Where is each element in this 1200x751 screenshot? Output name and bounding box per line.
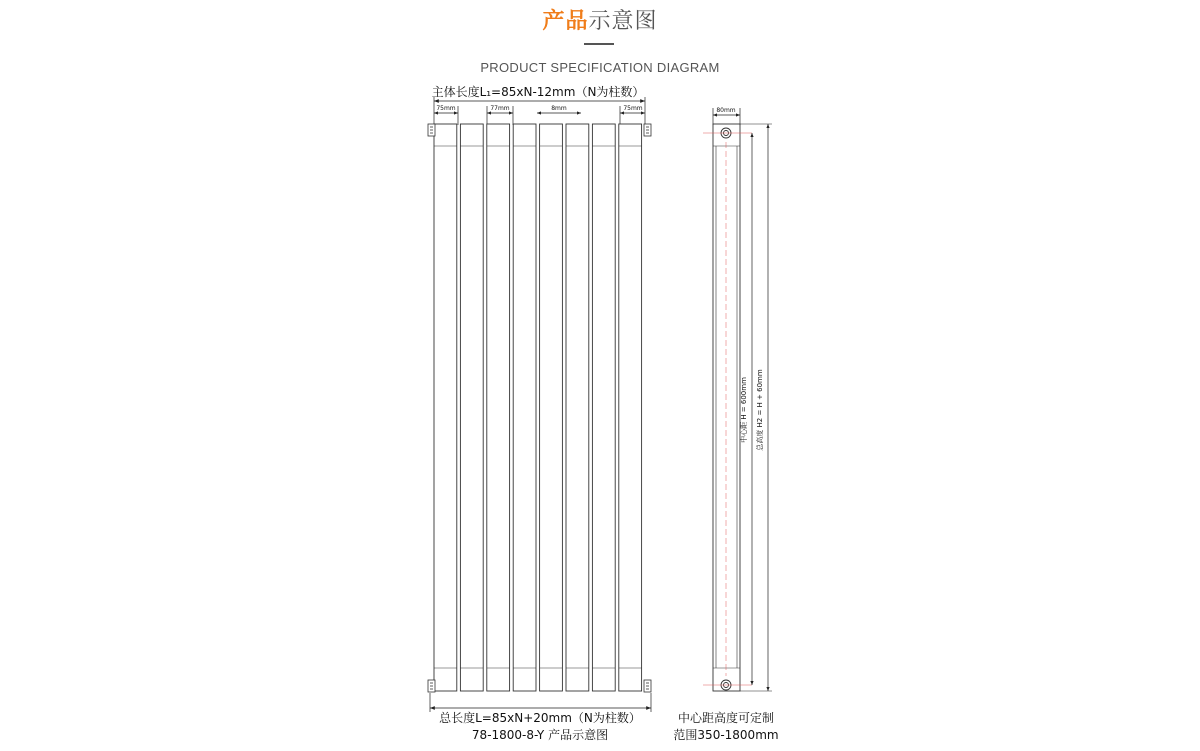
pipe-connector-bottom-right <box>644 680 651 692</box>
radiator-column <box>619 124 642 691</box>
height-range-label: 范围350-1800mm <box>673 728 779 742</box>
center-distance-label: 中心距 H = 600mm <box>740 377 748 443</box>
radiator-column <box>487 124 510 691</box>
title-rest: 示意图 <box>588 9 658 34</box>
side-profile <box>713 124 740 691</box>
pipe-connector-top-left <box>428 124 435 136</box>
radiator-column <box>434 124 457 691</box>
front-view <box>428 84 651 742</box>
radiator-column <box>540 124 563 691</box>
dim-gap-label: 8mm <box>551 105 567 112</box>
pipe-connector-top-right <box>644 124 651 136</box>
total-length-label: 总长度L=85xN+20mm（N为柱数） <box>439 711 641 725</box>
radiator-column <box>513 124 536 691</box>
total-height-label: 总高度 H2 = H + 60mm <box>756 369 764 451</box>
radiator-column <box>592 124 615 691</box>
body-length-label: 主体长度L₁=85xN-12mm（N为柱数） <box>431 85 645 99</box>
dim-column-pitch-label: 77mm <box>490 105 510 112</box>
dim-right-end-label: 75mm <box>623 105 643 112</box>
radiator-columns <box>434 124 642 691</box>
side-view <box>673 107 778 742</box>
model-label: 78-1800-8-Y 产品示意图 <box>471 728 609 742</box>
pipe-connector-bottom-left <box>428 680 435 692</box>
radiator-column <box>460 124 483 691</box>
radiator-column <box>566 124 589 691</box>
page-subtitle: PRODUCT SPECIFICATION DIAGRAM <box>480 60 720 75</box>
column-dimension-lines <box>434 106 645 125</box>
dim-depth-label: 80mm <box>716 107 736 114</box>
title-highlight: 产品 <box>542 9 589 34</box>
dim-left-end-label: 75mm <box>436 105 456 112</box>
customizable-height-label: 中心距高度可定制 <box>677 711 775 725</box>
